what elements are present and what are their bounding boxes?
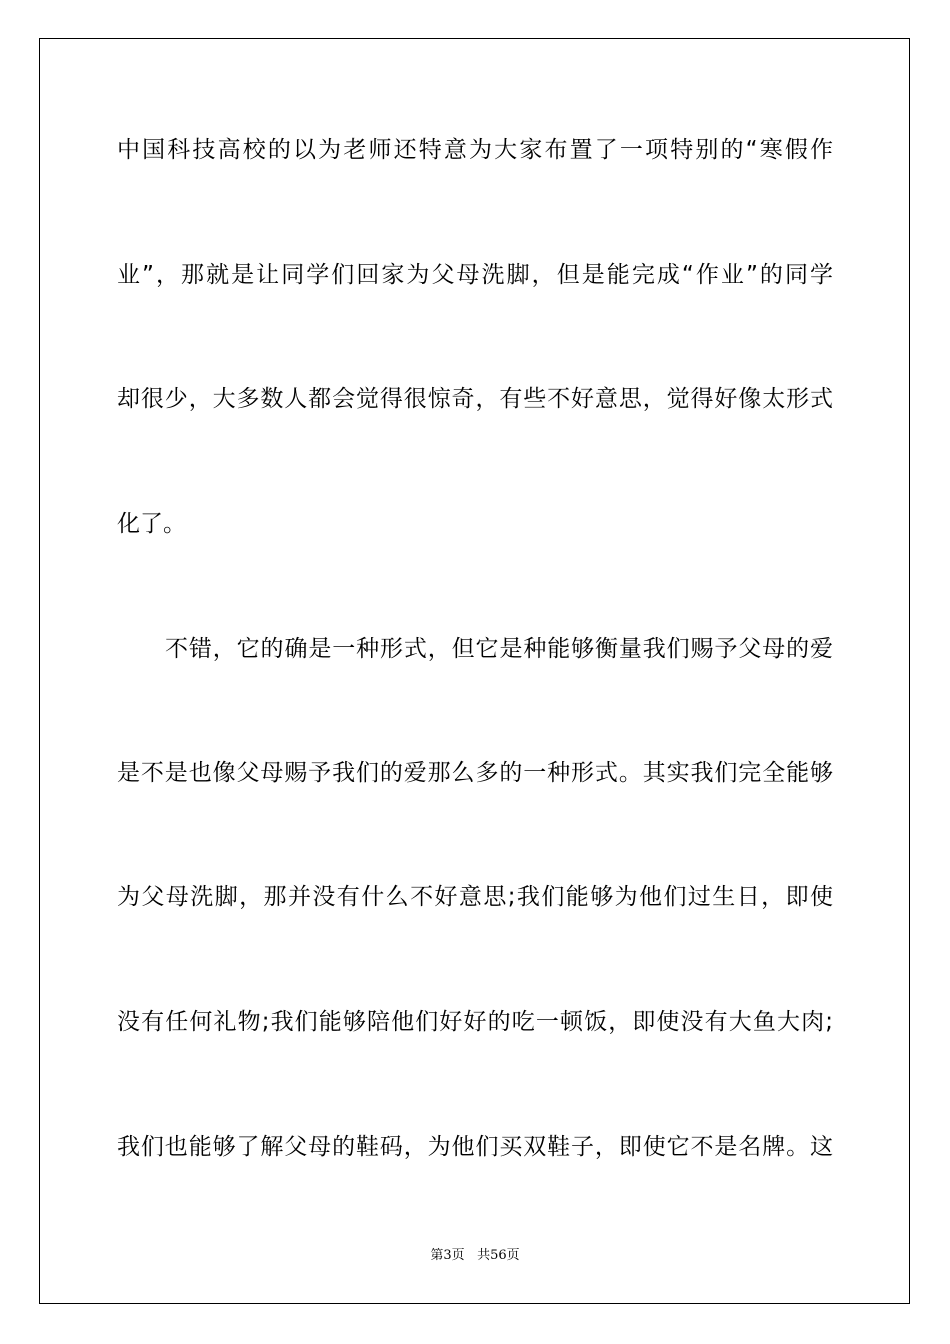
total-pages: 共56页 [477,1248,520,1263]
paragraph-1-line-4: 化了。 [117,511,186,537]
page-border [39,38,910,1304]
paragraph-2-line-5: 我们也能够了解父母的鞋码，为他们买双鞋子，即使它不是名牌。这 [117,1134,833,1160]
page-footer [0,1246,950,1266]
paragraph-2-line-4: 没有任何礼物;我们能够陪他们好好的吃一顿饭，即使没有大鱼大肉; [117,1009,833,1035]
page-number: 第3页 [430,1248,465,1263]
paragraph-2-line-2: 是不是也像父母赐予我们的爱那么多的一种形式。其实我们完全能够 [117,760,833,786]
paragraph-1-line-2: 业”，那就是让同学们回家为父母洗脚，但是能完成“作业”的同学 [117,262,833,288]
paragraph-1-line-1: 中国科技高校的以为老师还特意为大家布置了一项特别的“寒假作 [117,137,833,163]
paragraph-2-line-1: 不错，它的确是一种形式，但它是种能够衡量我们赐予父母的爱 [165,636,833,662]
paragraph-1-line-3: 却很少，大多数人都会觉得很惊奇，有些不好意思，觉得好像太形式 [117,386,833,412]
paragraph-2-line-3: 为父母洗脚，那并没有什么不好意思;我们能够为他们过生日，即使 [117,884,833,910]
